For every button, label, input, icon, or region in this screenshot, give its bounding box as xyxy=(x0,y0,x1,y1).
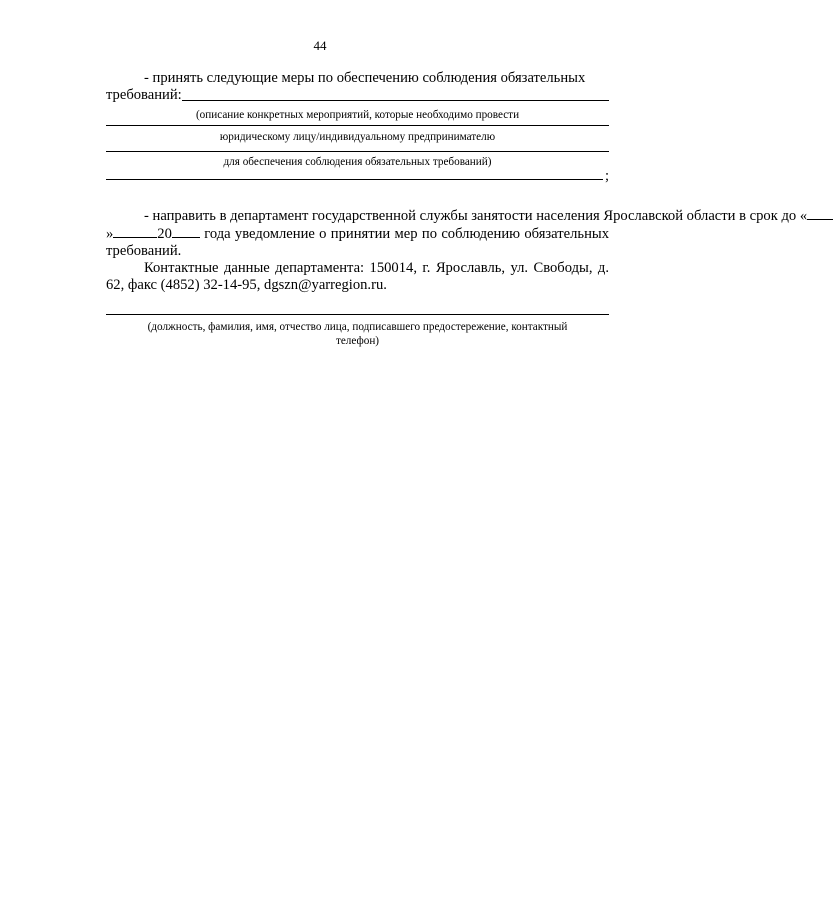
measures-end-mark: ; xyxy=(604,168,609,184)
notice-month-blank xyxy=(113,225,157,238)
notice-text-part1: - направить в департамент государственной службы занятости населения Ярославской области в срок до « xyxy=(144,208,808,224)
measures-caption-2: юридическому лицу/индивидуальному предпринимателю xyxy=(219,131,496,143)
measures-requirements-line xyxy=(106,87,609,104)
document-body xyxy=(106,70,808,348)
measures-intro: - принять следующие меры по обеспечению соблюдения обязательных xyxy=(144,70,586,86)
measures-caption-3: для обеспечения соблюдения обязательных требований) xyxy=(223,156,492,168)
notice-text-part2: » xyxy=(106,226,114,242)
page-number: 44 xyxy=(313,38,327,53)
notice-day-blank xyxy=(807,207,833,220)
measures-fill-line xyxy=(182,100,609,101)
signature-line xyxy=(106,314,609,315)
notice-year-blank xyxy=(172,225,200,238)
notice-text-part3: 20 xyxy=(157,226,172,242)
notice-text-part4: года уведомление о принятии мер по соблюдению обязательных требований. xyxy=(106,226,609,259)
measures-label: требований: xyxy=(106,87,182,103)
measures-blank-line-2 xyxy=(106,151,609,152)
measures-blank-line-1 xyxy=(106,125,609,126)
measures-final-line xyxy=(106,169,609,183)
signature-caption: (должность, фамилия, имя, отчество лица, подписавшего предостережение, контактный телефон) xyxy=(147,321,568,347)
measures-blank-line-3 xyxy=(106,179,603,180)
measures-caption-1: (описание конкретных мероприятий, которые необходимо провести xyxy=(195,109,520,121)
notice-paragraph xyxy=(106,207,808,260)
contacts-paragraph: Контактные данные департамента: 150014, г. Ярославль, ул. Свободы, д. 62, факс (4852) 32-14-95, dgszn@yarregion.ru. xyxy=(106,260,609,293)
